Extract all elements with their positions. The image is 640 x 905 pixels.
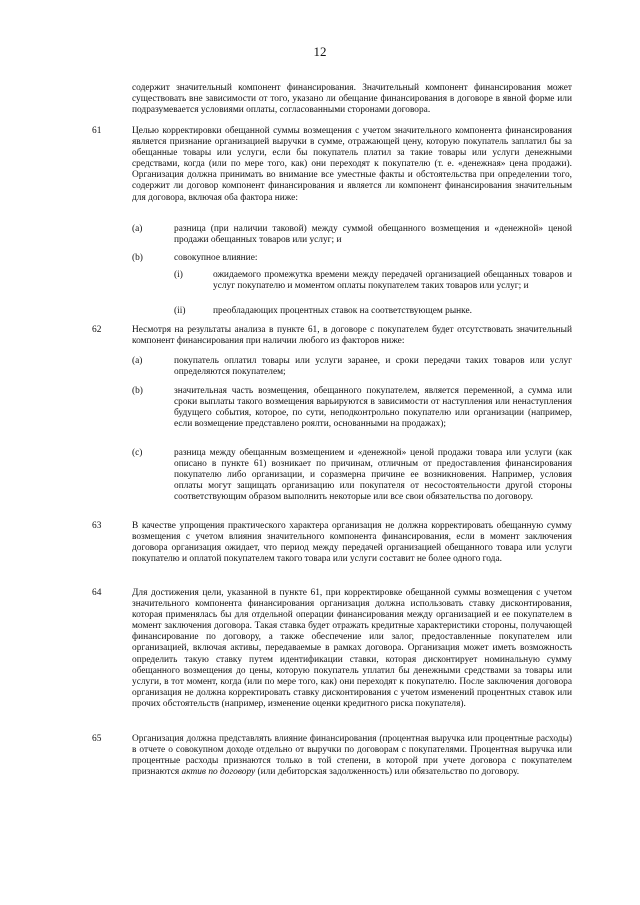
page-number: 12: [313, 44, 327, 59]
paragraph-number-61: 61: [92, 126, 102, 136]
paragraph-61-text: Целью корректировки обещанной суммы возмещения с учетом значительного компонента финансирования является признание организацией выручки в сумме, отражающей цену, которую покупатель заплатил бы за обещанные товары или услуги, если бы покупатель платил за такие товары или услуги денежными средствами, когда (или по мере того, как) они переходят к покупателю (т. е. «денежная» цена продажи). Организация должна принимать во внимание все уместные факты и обстоятельства при определении того, содержит ли договор компонент финансирования и является ли компонент финансирования значительным для договора, включая оба фактора ниже:: [132, 126, 572, 203]
item-61-a-label: (a): [132, 224, 143, 234]
item-62-c-label: (c): [132, 448, 143, 458]
paragraph-65-emphasis: актив по договору: [181, 767, 256, 778]
item-61-b-i-text: ожидаемого промежутка времени между передачей организацией обещанных товаров и услуг покупателю и моментом оплаты покупателем таких товаров или услуг; и: [213, 270, 572, 292]
item-61-a-text: разница (при наличии таковой) между суммой обещанного возмещения и «денежной» ценой продажи обещанных товаров или услуг; и: [174, 224, 572, 246]
item-62-c-text: разница между обещанным возмещением и «денежной» ценой продажи товара или услуги (как описано в пункте 61) возникает по причинам, отличным от предоставления финансирования покупателю либо организации, и соразмерна причине ее возникновения. Например, условия оплаты могут защищать организацию или покупателя от несостоятельности другой стороны соответствующим образом выполнить некоторые или все свои обязательства по договору.: [174, 448, 572, 503]
item-61-b-text: совокупное влияние:: [174, 253, 258, 263]
item-61-b-i-label: (i): [174, 270, 183, 280]
paragraph-65-text-part-1: Организация должна представлять влияние финансирования (процентная выручка или процентные расходы) в отчете о совокупном доходе отдельно от выручки по договорам с покупателями. Процентная выручка или процентные расходы признаются только в той степени, в которой при учете договора с покупателем признаются: [132, 734, 572, 778]
item-61-b-ii-label: (ii): [174, 306, 186, 316]
item-62-b-label: (b): [132, 386, 143, 396]
paragraph-65-text-part-2: (или дебиторская задолженность) или обязательство по договору.: [255, 767, 520, 778]
item-62-b-text: значительная часть возмещения, обещанного покупателем, является переменной, а сумма или сроки выплаты такого возмещения варьируются в зависимости от наступления или ненаступления будущего события, которое, по сути, неподконтрольно покупателю или организации (например, если возмещение представлено роялти, основанными на продажах);: [174, 386, 572, 430]
paragraph-65-text: [132, 734, 572, 778]
paragraph-number-63: 63: [92, 521, 102, 531]
item-62-a-label: (a): [132, 356, 143, 366]
item-61-b-label: (b): [132, 253, 143, 263]
item-61-b-ii-text: преобладающих процентных ставок на соответствующем рынке.: [213, 306, 472, 316]
paragraph-62-text: Несмотря на результаты анализа в пункте 61, в договоре с покупателем будет отсутствовать значительный компонент финансирования при наличии любого из факторов ниже:: [132, 325, 572, 347]
paragraph-63-text: В качестве упрощения практического характера организация не должна корректировать обещанную сумму возмещения с учетом влияния значительного компонента финансирования, если в момент заключения договора организация ожидает, что период между передачей организацией обещанного товара или услуги покупателю и оплатой покупателем такого товара или услуги составит не более одного года.: [132, 521, 572, 565]
paragraph-64-text: Для достижения цели, указанной в пункте 61, при корректировке обещанной суммы возмещения с учетом значительного компонента финансирования организация должна использовать ставку дисконтирования, которая применялась бы для отдельной операции финансирования между организацией и ее покупателем в момент заключения договора. Такая ставка будет отражать кредитные характеристики стороны, получающей финансирование по договору, а также обеспечение или залог, предоставленные покупателем или организацией, включая активы, передаваемые в рамках договора. Организация может иметь возможность определить такую ставку путем идентификации ставки, которая дисконтирует номинальную сумму обещанного возмещения до цены, которую покупатель уплатил бы денежными средствами за товары или услуги, в тот момент, когда (или по мере того, как) они переходят к покупателю. После заключения договора организация не должна корректировать ставку дисконтирования с учетом изменений процентных ставок или прочих обстоятельств (например, изменение оценки кредитного риска покупателя).: [132, 588, 572, 709]
intro-paragraph: содержит значительный компонент финансирования. Значительный компонент финансирования может существовать вне зависимости от того, указано ли обещание финансирования в договоре в явной форме или подразумевается условиями оплаты, согласованными сторонами договора.: [132, 83, 572, 116]
item-62-a-text: покупатель оплатил товары или услуги заранее, и сроки передачи таких товаров или услуг определяются покупателем;: [174, 356, 572, 378]
paragraph-number-62: 62: [92, 325, 102, 335]
paragraph-number-65: 65: [92, 734, 102, 744]
paragraph-number-64: 64: [92, 588, 102, 598]
